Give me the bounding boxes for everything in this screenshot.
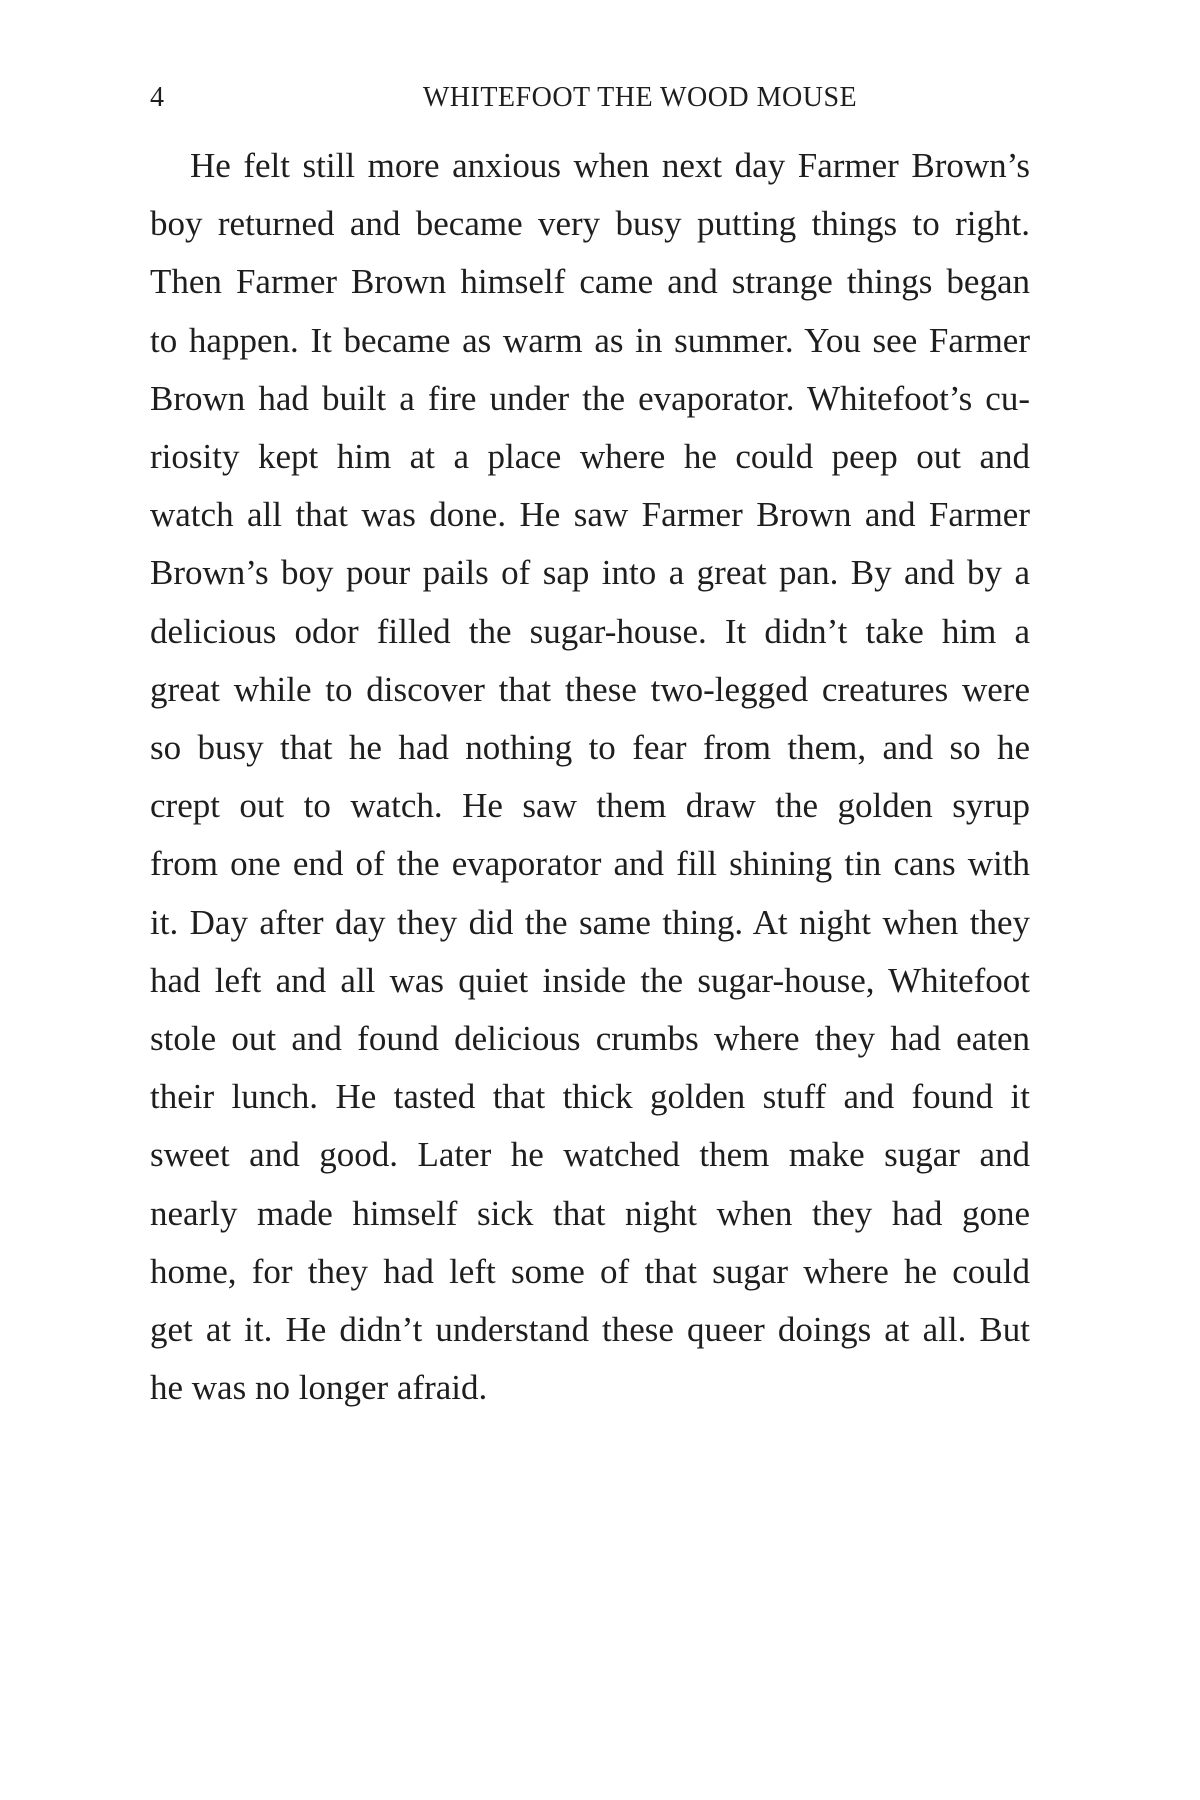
book-title: WHITEFOOT THE WOOD MOUSE bbox=[422, 82, 858, 113]
text-line: to happen. It became as warm as in summer. You see Farmer bbox=[150, 320, 1030, 360]
text-line: he was no longer afraid. bbox=[150, 1368, 488, 1408]
text-line: sweet and good. Later he watched them make sugar and bbox=[150, 1135, 1030, 1175]
text-line: home, for they had left some of that sugar where he could bbox=[150, 1251, 1030, 1291]
text-line: Brown had built a fire under the evaporator. Whitefoot’s cu- bbox=[150, 378, 1030, 418]
text-line: stole out and found delicious crumbs where they had eaten bbox=[150, 1019, 1030, 1059]
text-line: riosity kept him at a place where he could peep out and bbox=[150, 437, 1030, 477]
text-line: get at it. He didn’t understand these queer doings at all. But bbox=[150, 1310, 1030, 1350]
text-line: crept out to watch. He saw them draw the golden syrup bbox=[150, 786, 1030, 826]
text-line: watch all that was done. He saw Farmer Brown and Farmer bbox=[150, 495, 1030, 535]
running-head bbox=[150, 82, 1050, 122]
text-line: He felt still more anxious when next day Farmer Brown’s bbox=[190, 146, 1030, 185]
text-line: Brown’s boy pour pails of sap into a great pan. By and by a bbox=[150, 553, 1030, 593]
text-line: from one end of the evaporator and fill shining tin cans with bbox=[150, 844, 1030, 884]
page-number: 4 bbox=[150, 82, 165, 113]
text-line: great while to discover that these two-legged creatures were bbox=[150, 669, 1030, 709]
text-line: it. Day after day they did the same thing. At night when they bbox=[150, 902, 1030, 942]
text-line: boy returned and became very busy putting things to right. bbox=[150, 204, 1030, 244]
text-line: delicious odor filled the sugar-house. It didn’t take him a bbox=[150, 611, 1030, 651]
text-line: nearly made himself sick that night when they had gone bbox=[150, 1193, 1030, 1233]
text-line: so busy that he had nothing to fear from them, and so he bbox=[150, 728, 1030, 768]
body-paragraph bbox=[150, 137, 1030, 1417]
text-line: had left and all was quiet inside the sugar-house, Whitefoot bbox=[150, 960, 1030, 1000]
text-line: Then Farmer Brown himself came and strange things began bbox=[150, 262, 1030, 302]
text-line: their lunch. He tasted that thick golden stuff and found it bbox=[150, 1077, 1030, 1117]
